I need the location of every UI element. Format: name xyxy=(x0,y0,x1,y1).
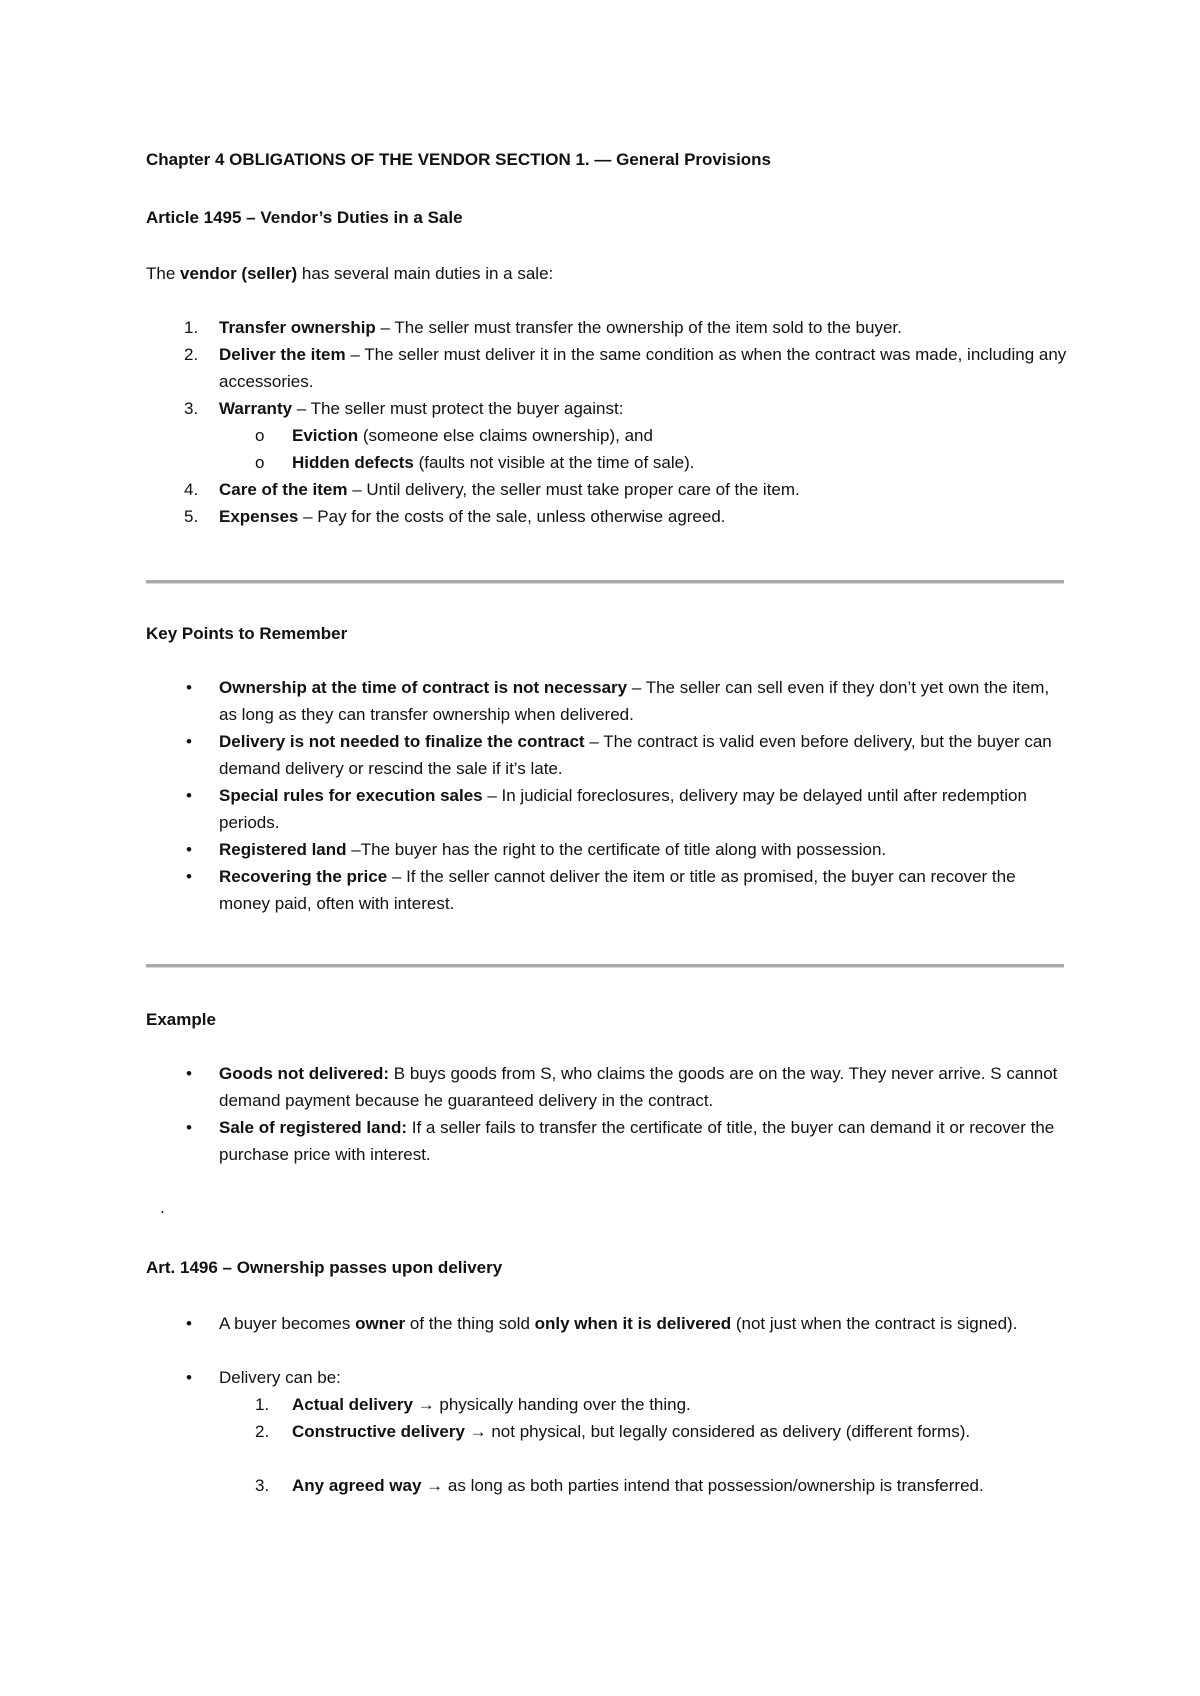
article-1496-heading: Art. 1496 – Ownership passes upon delivery xyxy=(146,1258,503,1277)
duty-item: Transfer ownership – The seller must transfer the ownership of the item sold to the buyer. xyxy=(219,318,902,337)
bullet-glyph: • xyxy=(186,840,192,859)
key-point-item: Special rules for execution sales – In judicial foreclosures, delivery may be delayed until after redemption periods. xyxy=(219,786,1027,832)
example-item: Sale of registered land: If a seller fails to transfer the certificate of title, the buyer can demand it or recover the purchase price with interest. xyxy=(219,1118,1055,1164)
article-1495-intro: The vendor (seller) has several main duties in a sale: xyxy=(146,264,554,283)
bullet-glyph: • xyxy=(186,1118,192,1137)
duty-item: Care of the item – Until delivery, the seller must take proper care of the item. xyxy=(219,480,800,499)
key-points-heading: Key Points to Remember xyxy=(146,624,348,643)
delivery-type-item: Constructive delivery → not physical, but legally considered as delivery (different forms). xyxy=(292,1422,971,1441)
sub-marker: o xyxy=(255,453,265,472)
bullet-glyph: • xyxy=(186,1314,192,1333)
warranty-sub-item: Eviction (someone else claims ownership), and xyxy=(292,426,653,445)
bullet-glyph: • xyxy=(186,1064,192,1083)
duty-item: Warranty – The seller must protect the buyer against: xyxy=(219,399,624,418)
article-1496-bullet: Delivery can be: xyxy=(219,1368,341,1387)
article-1495-heading: Article 1495 – Vendor’s Duties in a Sale xyxy=(146,208,463,227)
duty-number: 2. xyxy=(184,345,199,364)
stray-dot: . xyxy=(160,1198,165,1217)
key-point-item: Registered land –The buyer has the right to the certificate of title along with possession. xyxy=(219,840,887,859)
bullet-glyph: • xyxy=(186,678,192,697)
delivery-number: 2. xyxy=(255,1422,270,1441)
duty-number: 5. xyxy=(184,507,199,526)
duty-number: 4. xyxy=(184,480,199,499)
warranty-sub-item: Hidden defects (faults not visible at the time of sale). xyxy=(292,453,695,472)
key-point-item: Delivery is not needed to finalize the contract – The contract is valid even before delivery, but the buyer can demand delivery or rescind the sale if it’s late. xyxy=(219,732,1052,778)
chapter-title: Chapter 4 OBLIGATIONS OF THE VENDOR SECTION 1. — General Provisions xyxy=(146,150,772,169)
key-point-item: Ownership at the time of contract is not necessary – The seller can sell even if they don’t yet own the item, as long as they can transfer ownership when delivered. xyxy=(219,678,1050,724)
key-point-item: Recovering the price – If the seller cannot deliver the item or title as promised, the buyer can recover the money paid, often with interest. xyxy=(219,867,1016,913)
delivery-number: 1. xyxy=(255,1395,270,1414)
bullet-glyph: • xyxy=(186,786,192,805)
example-item: Goods not delivered: B buys goods from S, who claims the goods are on the way. They never arrive. S cannot demand payment because he guaranteed delivery in the contract. xyxy=(219,1064,1058,1110)
horizontal-rule xyxy=(146,580,1064,584)
duty-item: Expenses – Pay for the costs of the sale, unless otherwise agreed. xyxy=(219,507,726,526)
horizontal-rule xyxy=(146,964,1064,968)
bullet-glyph: • xyxy=(186,732,192,751)
duty-number: 1. xyxy=(184,318,199,337)
delivery-type-item: Any agreed way → as long as both parties intend that possession/ownership is transferred. xyxy=(292,1476,984,1495)
sub-marker: o xyxy=(255,426,265,445)
example-heading: Example xyxy=(146,1010,216,1029)
duty-item: Deliver the item – The seller must deliver it in the same condition as when the contract was made, including any accessories. xyxy=(219,345,1067,391)
bullet-glyph: • xyxy=(186,1368,192,1387)
article-1496-bullet: A buyer becomes owner of the thing sold only when it is delivered (not just when the contract is signed). xyxy=(219,1314,1018,1333)
delivery-type-item: Actual delivery → physically handing over the thing. xyxy=(292,1395,691,1414)
delivery-number: 3. xyxy=(255,1476,270,1495)
duty-number: 3. xyxy=(184,399,199,418)
bullet-glyph: • xyxy=(186,867,192,886)
